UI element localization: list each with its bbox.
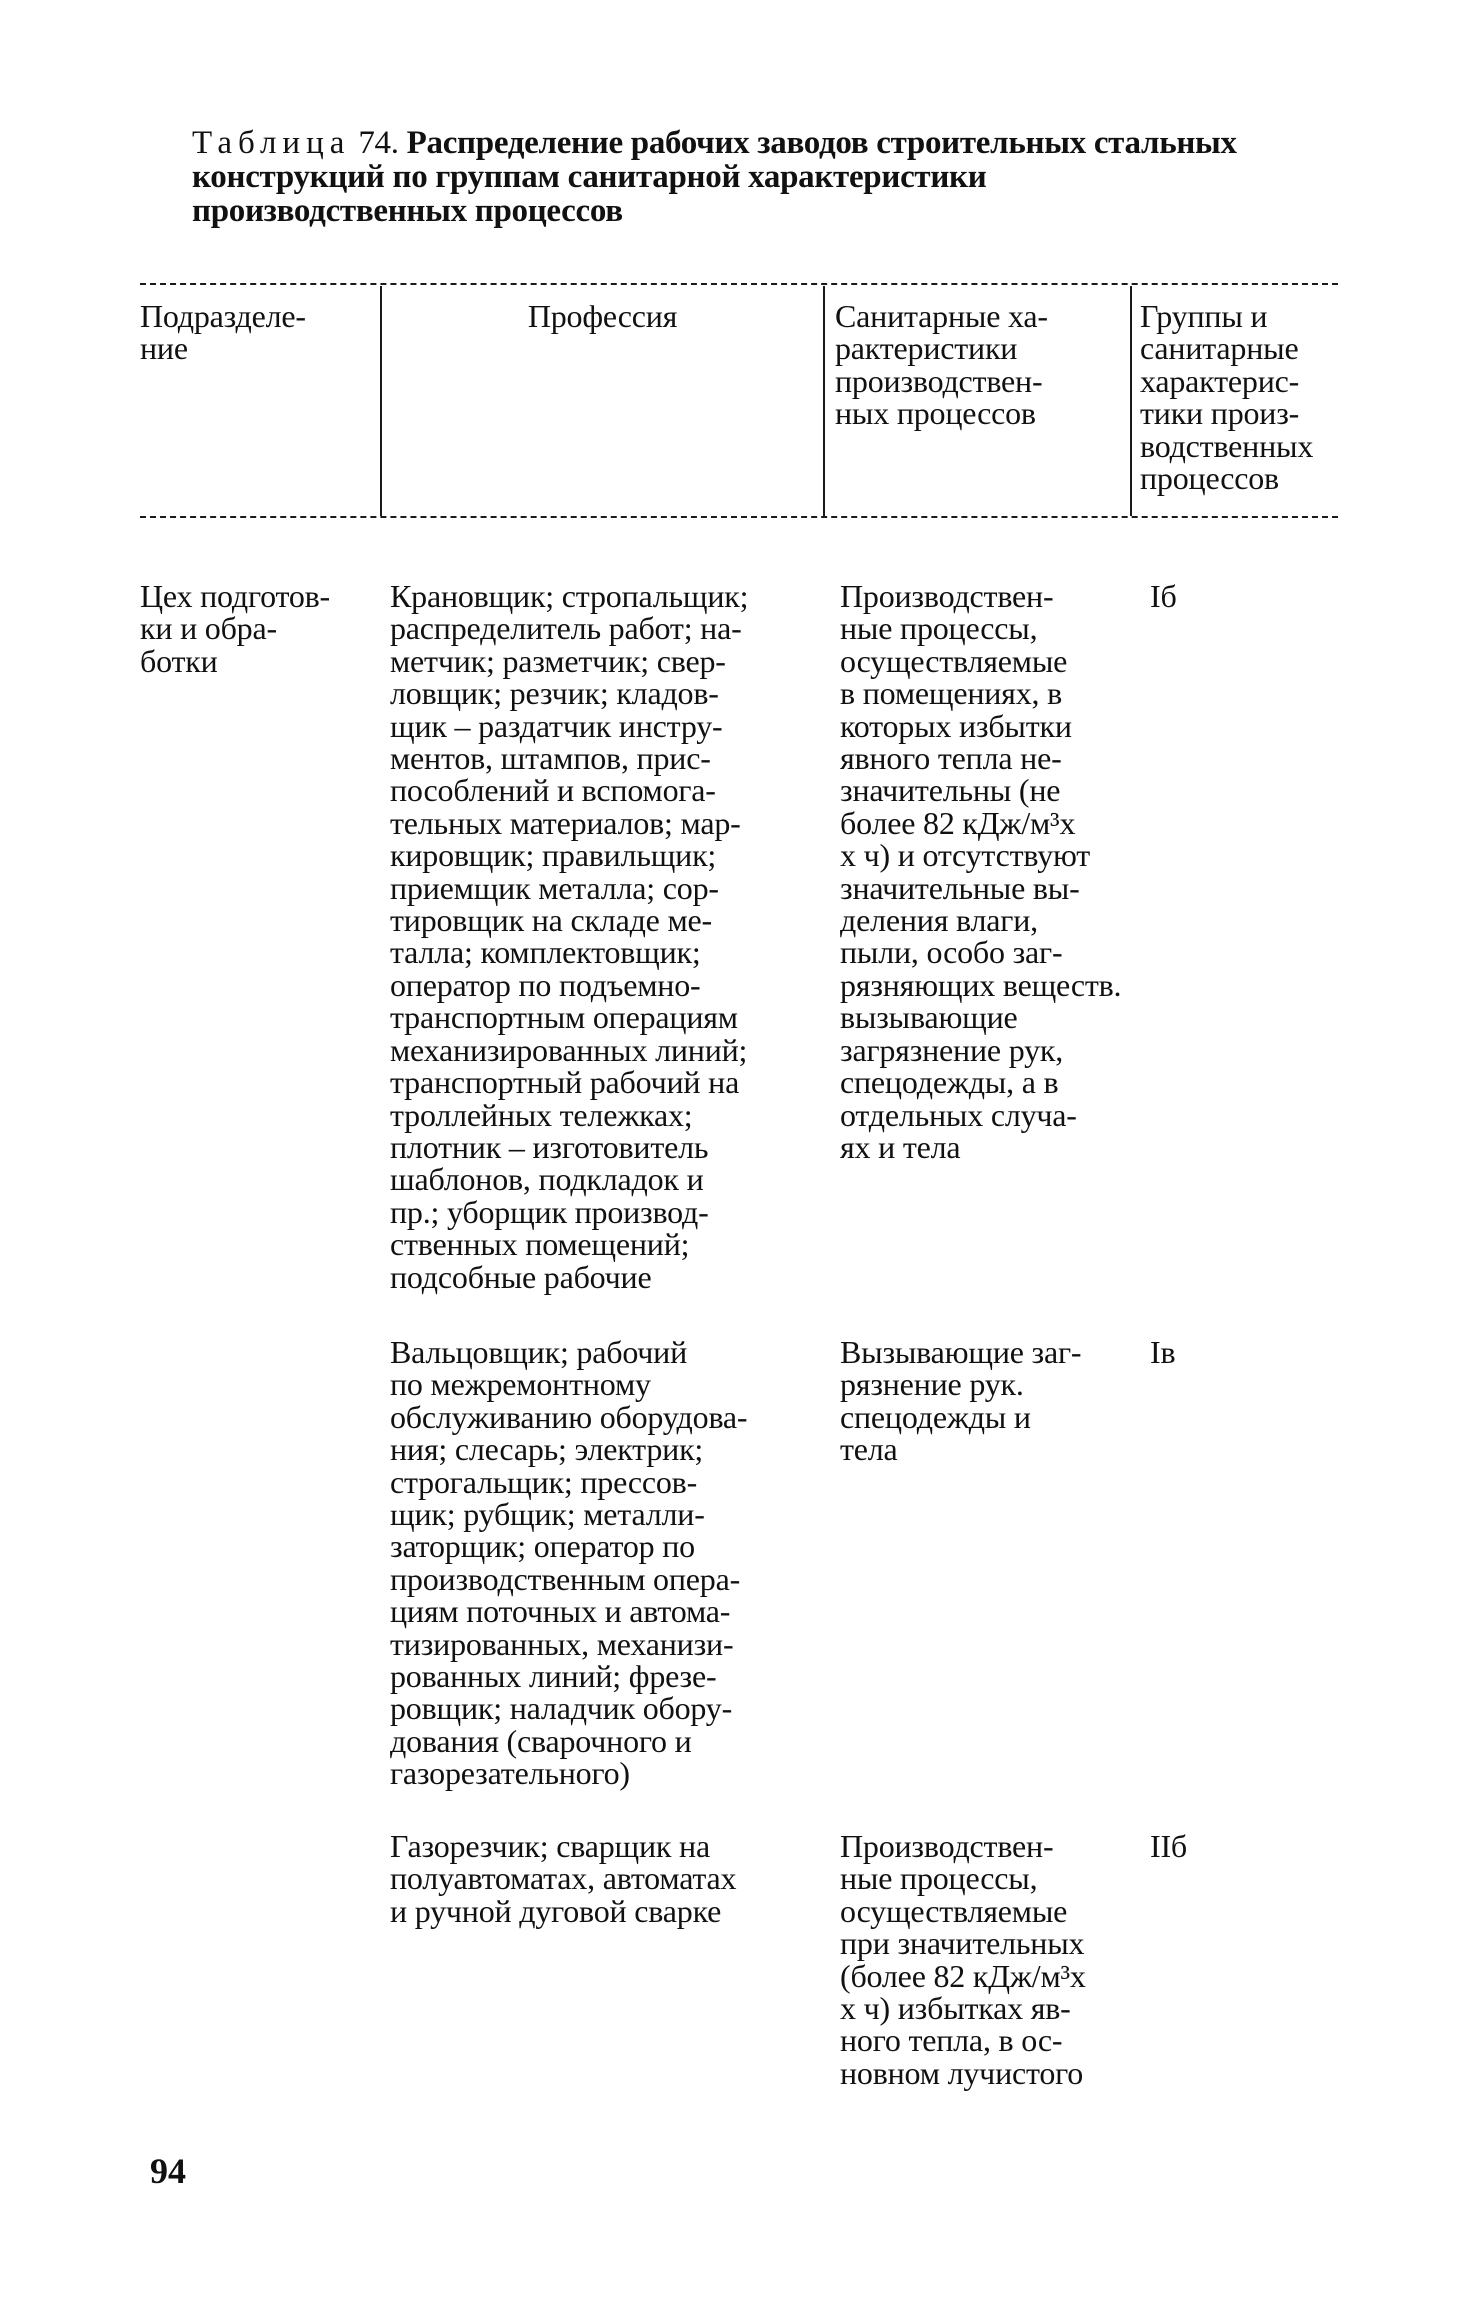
- row-3-sanitary: Производствен- ные процессы, осуществляемые при значительных (более 82 кДж/м³х х ч) избытках яв- ного тепла, в ос- новном лучистого: [840, 1828, 1086, 2091]
- table-label: Таблица: [192, 125, 351, 161]
- row-1-sanitary: Производствен- ные процессы, осуществляемые в помещениях, в которых избытки явного тепла не- значительны (не более 82 кДж/м³х х ч) и отсутствуют значительные вы- деления влаги, пыли, особо заг- рязняющих веществ. вызывающие загрязнение рук, спецодежды, а в отдельных случа- ях и тела: [840, 578, 1122, 1165]
- row-2-group: Iв: [1150, 1334, 1176, 1370]
- column-divider-2: [823, 286, 825, 516]
- header-sanitary: Санитарные ха- рактеристики производствен- ных процессов: [835, 298, 1048, 432]
- table-number: 74.: [358, 125, 399, 161]
- row-3-profession: Газорезчик; сварщик на полуавтоматах, автоматах и ручной дуговой сварке: [390, 1828, 737, 1929]
- column-divider-3: [1130, 286, 1132, 516]
- row-1-profession: Крановщик; стропальщик; распределитель работ; на- метчик; разметчик; свер- ловщик; резчик; кладов- щик – раздатчик инстру- ментов, штампов, прис- пособлений и вспомога- тельных материалов; мар- кировщик; правильщик; приемщик металла; сор- тировщик на складе ме- талла; комплектовщик; оператор по подъемно- транспортным операциям механизированных линий; транспортный рабочий на троллейных тележках; плотник – изготовитель шаблонов, подкладок и пр.; уборщик производ- ственных помещений; подсобные рабочие: [390, 578, 749, 1295]
- table-top-rule: [140, 283, 1338, 285]
- page-number: 94: [150, 2151, 186, 2191]
- header-division: Подразделе- ние: [140, 298, 306, 367]
- row-1-group: Iб: [1150, 578, 1177, 614]
- row-3-group: IIб: [1150, 1828, 1187, 1864]
- table-caption: [192, 126, 1252, 228]
- division-cell: Цех подготов- ки и обра- ботки: [140, 578, 331, 679]
- row-2-sanitary: Вызывающие заг- рязнение рук. спецодежды и тела: [840, 1334, 1082, 1468]
- header-profession: Профессия: [527, 298, 678, 334]
- header-bottom-rule: [140, 516, 1338, 518]
- header-groups: Группы и санитарные характерис- тики произ- водственных процессов: [1140, 298, 1314, 497]
- column-divider-1: [380, 286, 382, 516]
- table-title: Распределение рабочих заводов строительных стальных конструкций по группам санитарной характеристики производственных процессов: [192, 125, 1237, 229]
- row-2-profession: Вальцовщик; рабочий по межремонтному обслуживанию оборудова- ния; слесарь; электрик; строгальщик; прессов- щик; рубщик; металли- заторщик; оператор по производственным опера- циям поточных и автома- тизированных, механизи- рованных линий; фрезе- ровщик; наладчик обору- дования (сварочного и газорезательного): [390, 1334, 748, 1792]
